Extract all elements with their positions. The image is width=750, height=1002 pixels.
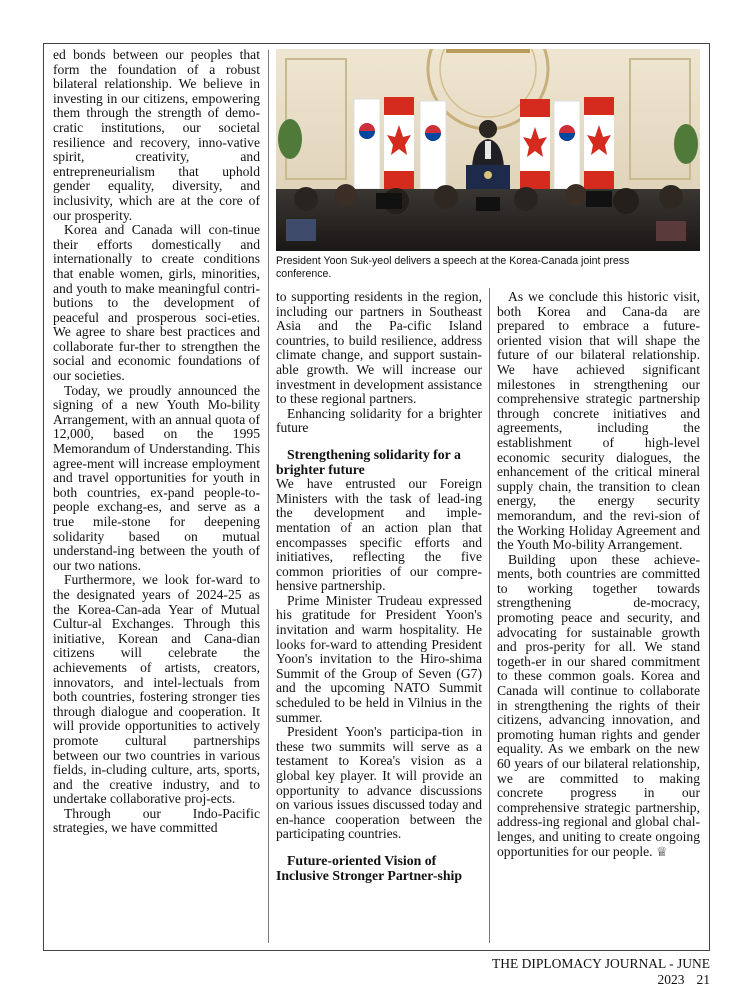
paragraph: to supporting residents in the region, including our partners in Southeast Asia and the Pa-cific Island countries, to build resilience, address climate change, and support sustain-able growth. We will increase our investment in development assistance to these regional partners.: [276, 289, 482, 407]
article-column-3: [497, 290, 700, 859]
caption-line: President Yoon Suk-yeol delivers a speech at the Korea-Canada joint press: [276, 255, 630, 267]
korea-flag-3: [554, 101, 580, 189]
paragraph: ed bonds between our peoples that form the foundation of a robust bilateral relationship. We believe in investing in our citizens, empowering them through the strength of demo-cratic institutions, our societal resilience and recovery, inno-vative spirit, creativity, and entrepreneurialism that uphold gender equality, diversity, and inclusivity, which are at the core of our prosperity.: [53, 47, 260, 223]
column-rule-left: [268, 50, 269, 943]
paragraph: [497, 553, 700, 859]
press-conference-photo: [276, 49, 700, 251]
photo-illustration: [276, 49, 700, 251]
journal-name: THE DIPLOMACY JOURNAL - JUNE 2023: [492, 956, 710, 987]
paragraph: President Yoon's participa-tion in these two summits will serve as a testament to Korea's vision as a global key player. It will provide an opportunity to advance discussions on various issues discussed today and en-hance cooperation between the participating countries.: [276, 724, 482, 842]
paragraph: Korea and Canada will con-tinue their efforts domestically and internationally to create conditions that enable women, girls, minorities, and youth to make meaningful contri-butions to the development of peaceful and prosperous soci-eties. We agree to share best practices and collaborate fur-ther to strengthen the social and economic foundations of our societies.: [53, 222, 260, 384]
paragraph: Enhancing solidarity for a brighter future: [276, 405, 482, 436]
paragraph: Today, we proudly announced the signing of a new Youth Mo-bility Arrangement, with an annual quota of 12,000, based on the 1995 Memorandum of Understanding. This agree-ment will increase employment and travel opportunities for youth in both countries, ex-pand people-to-people exchang-es, and serve as a true mile-stone for deepening solidarity based on mutual understand-ing between the youth of our two nations.: [53, 382, 260, 573]
end-mark-icon: ♕: [655, 843, 668, 859]
canada-flag-3: [584, 97, 614, 189]
paragraph-text: Building upon these achieve-ments, both countries are committed to working together towards strengthening de-mocracy, promoting peace and security, and advocating for sustainable growth and pros-perity for all. We stand togeth-er in our shared commitment to these common goals. Korea and Canada will continue to collaborate in strengthening the rights of their citizens, advancing innovation, and promoting human rights and gender equality. As we embark on the new 60 years of our bilateral relationship, we are committed to making concrete progress in our comprehensive strategic partnership, address-ing regional and global chal-lenges, and uniting to create ongoing opportunities for our people.: [497, 551, 700, 859]
section-heading: Strengthening solidarity for a brighter future: [276, 446, 461, 477]
paragraph: Furthermore, we look for-ward to the designated years of 2024-25 as the Korea-Can-ada Year of Mutual Cultur-al Exchanges. Through this initiative, Korean and Cana-dian citizens will celebrate the achievements of artists, creators, innovators, and intel-lectuals from both countries, fostering stronger ties through dialogue and cooperation. It will provide opportunities to actively promote cultural partnerships between our two countries in various fields, in-cluding culture, arts, sports, and the creative industry, and to undertake collaborative proj-ects.: [53, 572, 260, 807]
paragraph: As we conclude this historic visit, both Korea and Cana-da are prepared to embrace a future-oriented vision that will shape the future of our bilateral relationship. We have achieved significant milestones in strengthening our comprehensive strategic partnership through concrete initiatives and agreements, including the establishment of high-level economic security dialogues, the enhancement of the critical mineral supply chain, the transition to clean energy, the energy security memorandum, and the revi-sion of the Working Holiday Agreement and the Youth Mo-bility Arrangement.: [497, 289, 700, 553]
page-number: 21: [696, 972, 710, 987]
article-column-1: [53, 48, 260, 836]
korea-flag-2: [420, 101, 446, 189]
paragraph: Prime Minister Trudeau expressed his gratitude for President Yoon's invitation and warm hospitality. He looks for-ward to attending President Yoon's invitation to the Hiro-shima Summit of the Group of Seven (G7) and the upcoming NATO Summit scheduled to be held in Vilnius in the summer.: [276, 592, 482, 725]
article-column-2: [276, 290, 482, 883]
page-footer: [445, 956, 710, 988]
caption-line: conference.: [276, 267, 332, 280]
canada-flag-1: [384, 97, 414, 189]
column-rule-right: [489, 288, 490, 943]
section-heading: Future-oriented Vision of Inclusive Stronger Partner-ship: [276, 852, 463, 883]
canada-flag-2: [520, 99, 550, 189]
korea-flag-1: [354, 99, 380, 189]
photo-caption: [276, 255, 700, 280]
paragraph: We have entrusted our Foreign Ministers with the task of lead-ing the development and imple-mentation of an action plan that encompasses specific efforts and initiatives, reflecting the five common priorities of our compre-hensive partnership.: [276, 476, 482, 594]
paragraph: Through our Indo-Pacific strategies, we have committed: [53, 805, 260, 836]
